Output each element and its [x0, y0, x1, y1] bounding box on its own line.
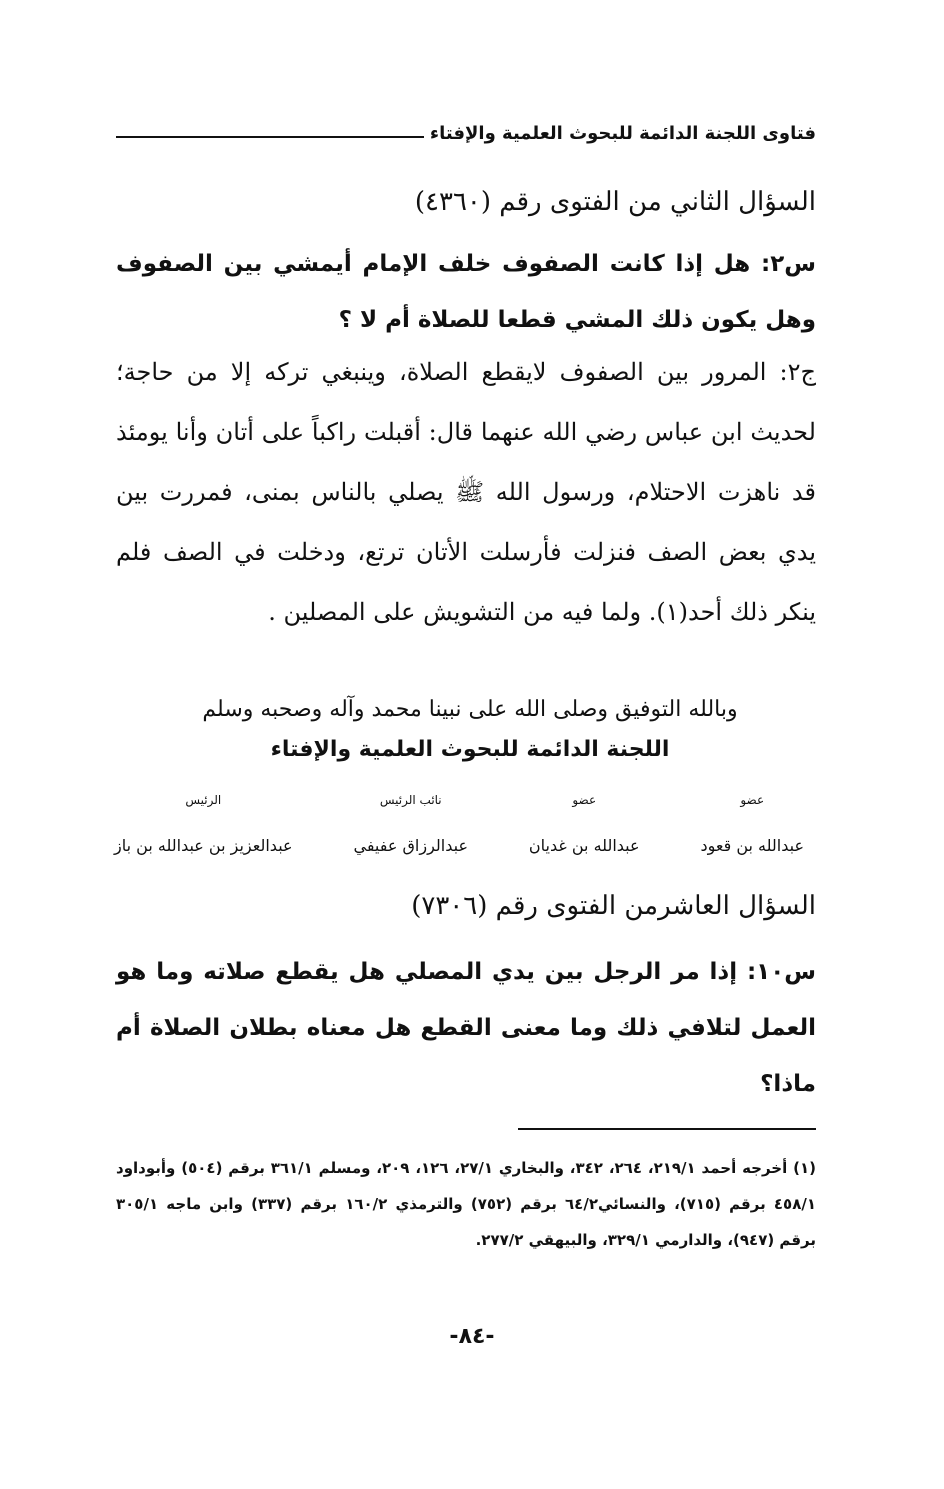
signatory	[114, 790, 293, 858]
running-header-title: فتاوى اللجنة الدائمة للبحوث العلمية والإفتاء	[429, 122, 816, 144]
signatory	[700, 790, 804, 858]
committee-name: اللجنة الدائمة للبحوث العلمية والإفتاء	[270, 737, 670, 762]
signatory-name: عبدالرزاق عفيفي	[353, 836, 468, 855]
section2-question: س١٠: إذا مر الرجل بين يدي المصلي هل يقطع صلاته وما هو العمل لتلافي ذلك وما معنى القطع هل معناه بطلان الصلاة أم ماذا؟	[116, 959, 816, 1097]
footnote: (١) أخرجه أحمد ٢١٩/١، ٢٦٤، ٣٤٢، والبخاري ٢٧/١، ١٢٦، ٢٠٩، ومسلم ٣٦١/١ برقم (٥٠٤) وأبوداود ٤٥٨/١ برقم (٧١٥)، والنسائي٦٤/٢ برقم (٧٥٢) والترمذي ١٦٠/٢ برقم (٣٣٧) وابن ماجه ٣٠٥/١ برقم (٩٤٧)، والدارمي ٣٢٩/١، والبيهقي ٢٧٧/٢.	[116, 1159, 817, 1249]
signatory	[529, 790, 640, 858]
signatory	[354, 790, 469, 858]
signatory-role: الرئيس	[185, 793, 222, 807]
signatory-name: عبدالله بن غديان	[528, 836, 640, 855]
section2-title: السؤال العاشرمن الفتوى رقم (٧٣٠٦)	[411, 891, 816, 921]
signatories	[114, 790, 804, 858]
signatory-name: عبدالعزيز بن عبدالله بن باز	[114, 836, 293, 855]
running-header-rule	[116, 136, 424, 138]
footnote-separator	[518, 1128, 816, 1130]
closing-block	[80, 690, 860, 770]
signatory-role: نائب الرئيس	[379, 793, 442, 807]
page-number: -٨٤-	[449, 1324, 495, 1349]
section1-answer: ج٢: المرور بين الصفوف لايقطع الصلاة، وينبغي تركه إلا من حاجة؛ لحديث ابن عباس رضي الله عنهما قال: أقبلت راكباً على أتان وأنا يومئذ قد ناهزت الاحتلام، ورسول الله ﷺ يصلي بالناس بمنى، فمررت بين يدي بعض الصف فنزلت فأرسلت الأتان ترتع، ودخلت في الصف فلم ينكر ذلك أحد(١). ولما فيه من التشويش على المصلين .	[116, 358, 816, 626]
signatory-role: عضو	[572, 793, 597, 807]
section1-title: السؤال الثاني من الفتوى رقم (٤٣٦٠)	[414, 187, 816, 217]
signatory-name: عبدالله بن قعود	[700, 836, 804, 855]
signatory-role: عضو	[740, 793, 765, 807]
closing-line: وبالله التوفيق وصلى الله على نبينا محمد وآله وصحبه وسلم	[202, 697, 738, 722]
section1-question: س٢: هل إذا كانت الصفوف خلف الإمام أيمشي بين الصفوف وهل يكون ذلك المشي قطعا للصلاة أم لا ؟	[116, 251, 816, 333]
running-header	[116, 118, 816, 148]
